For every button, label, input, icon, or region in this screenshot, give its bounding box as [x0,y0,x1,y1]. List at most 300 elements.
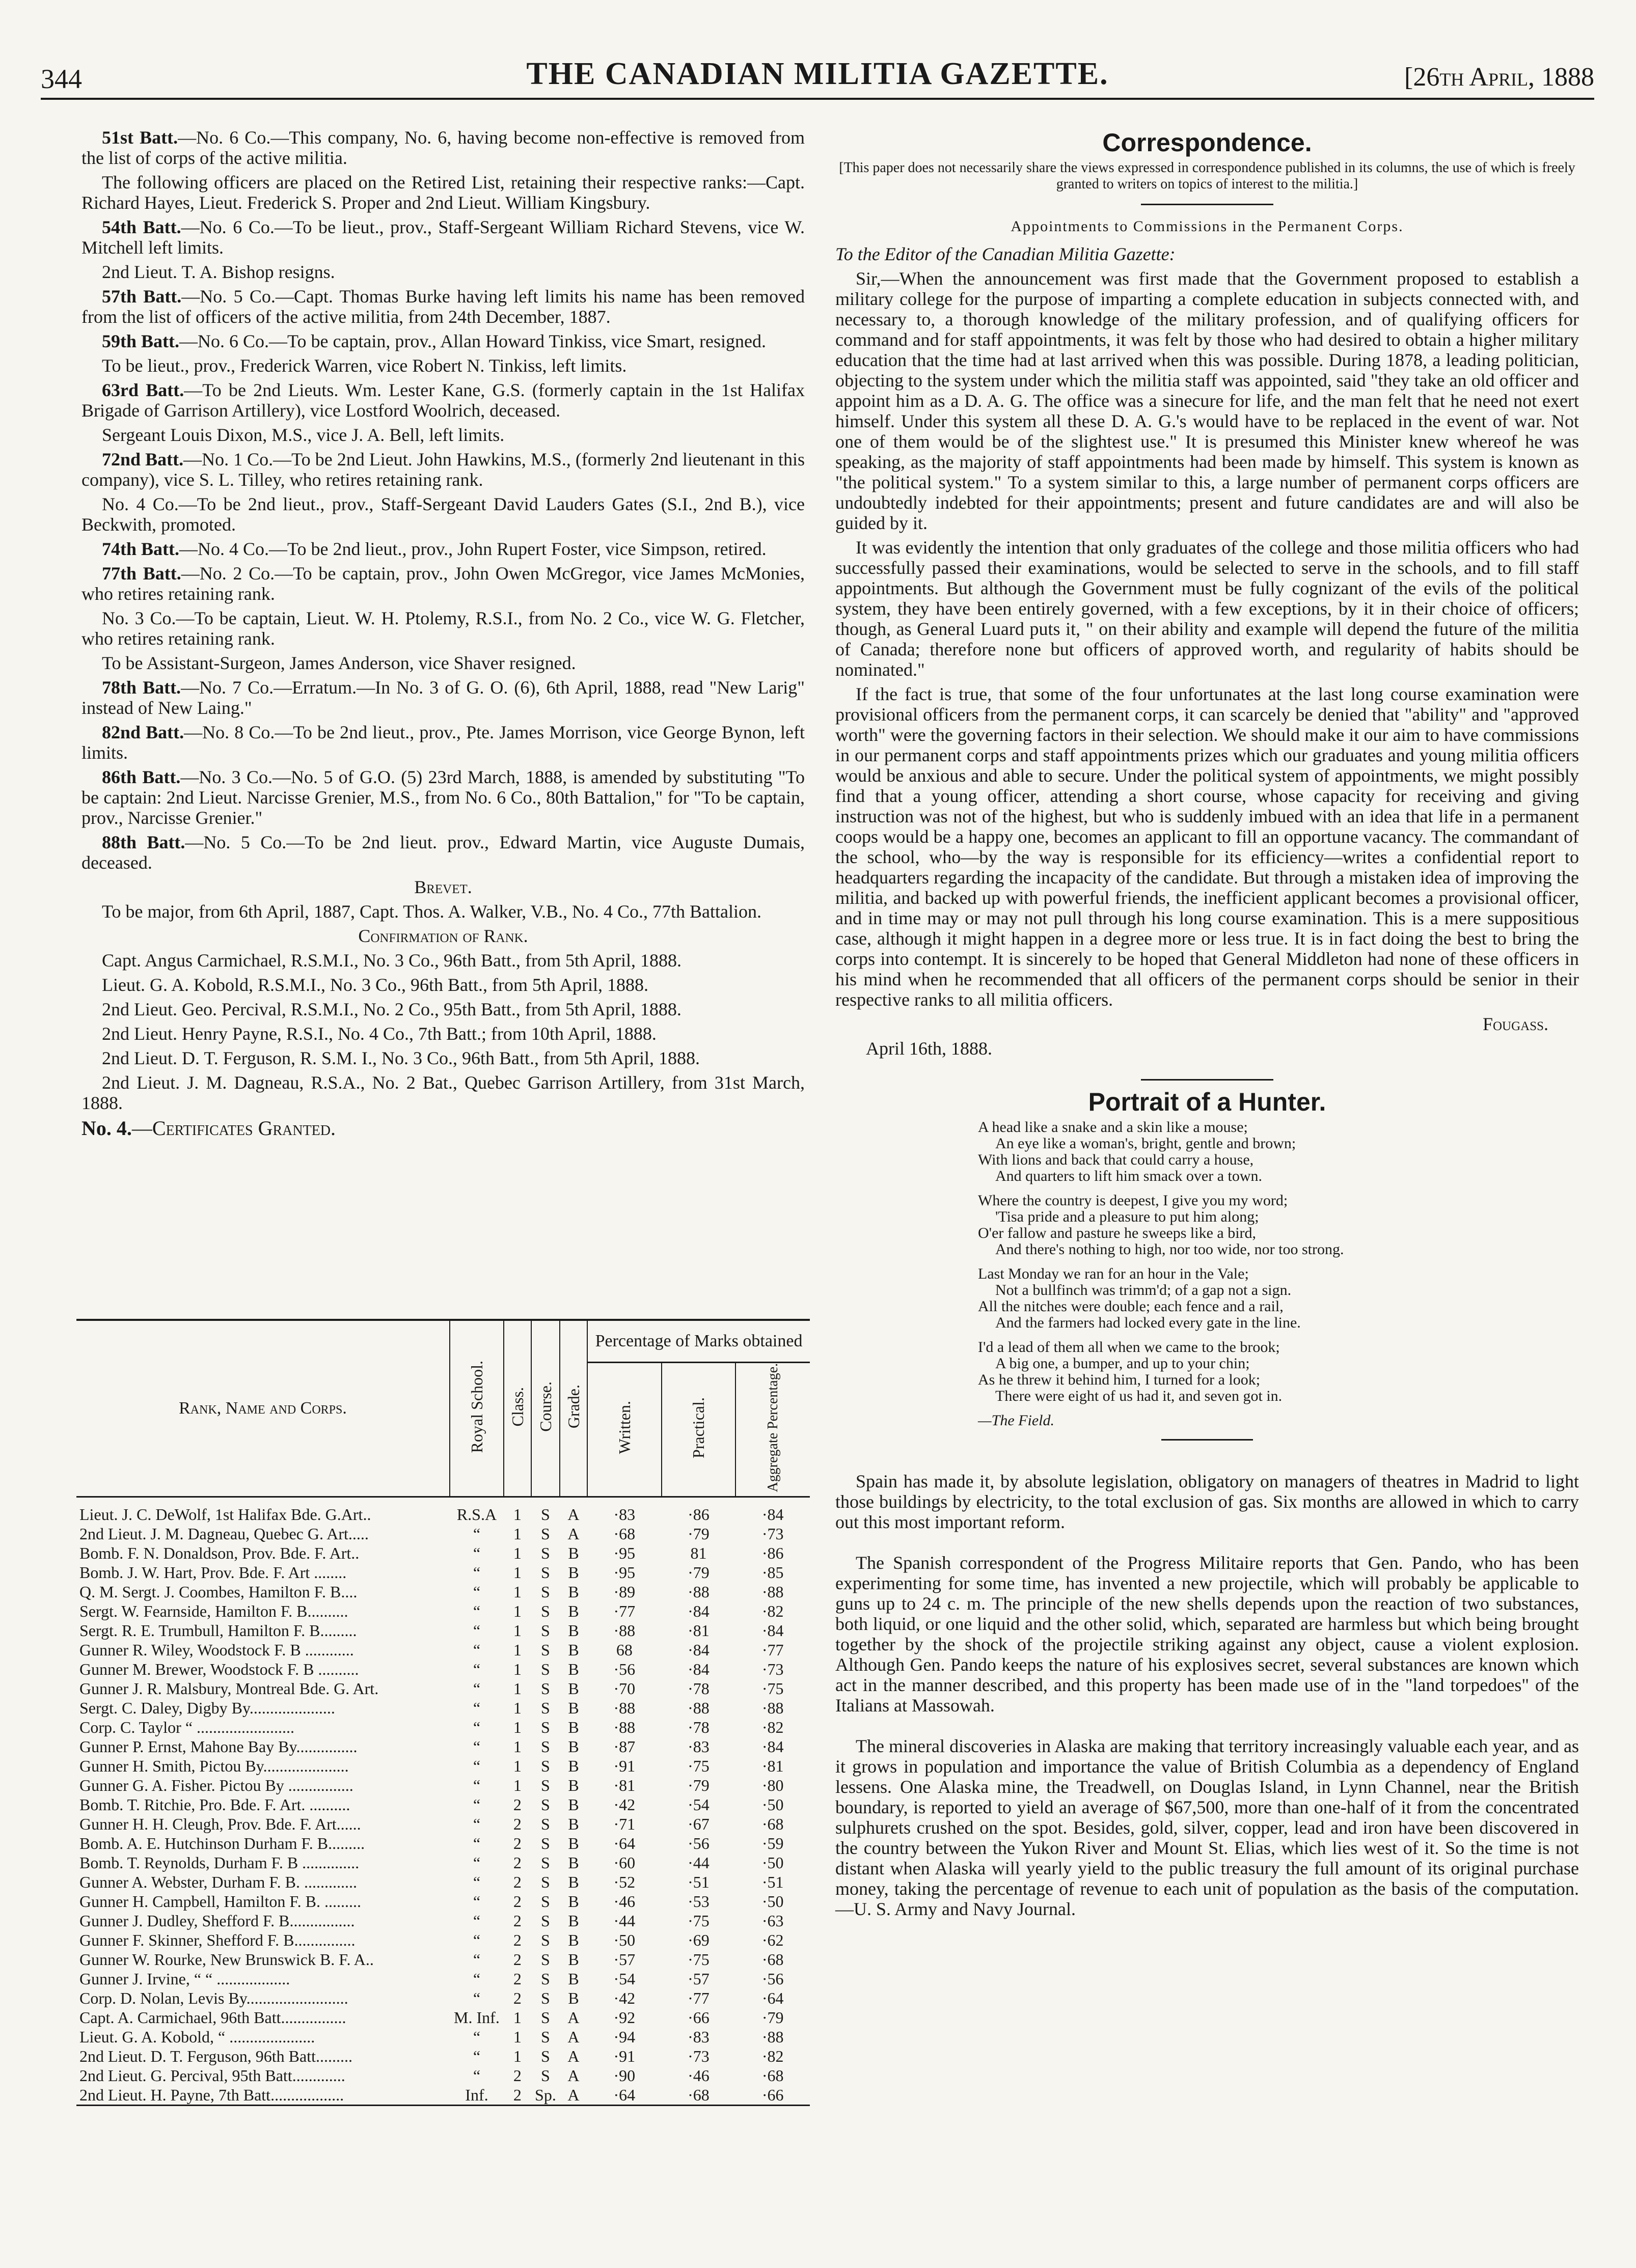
cell-value: “ [473,1544,481,1563]
right-column [835,127,1579,1940]
order-text: No. 4 Co.—To be 2nd lieut., prov., Staff-Sergeant David Lauders Gates (S.I., 2nd B.), vice Beckwith, promoted. [81,494,805,535]
cell-value: “ [473,1950,481,1969]
news-item: The Spanish correspondent of the Progress Militaire reports that Gen. Pando, who has been experimenting for some time, has invented a new projectile, which will probably be applicable to guns up to 24 c. m. The principle of the new shells depends upon the reaction of two substances, both liquid, or one liquid and the other solid, which, separated are harmless but which being brought together by the shock of the projectile striking against any object, cause a violent explosion. Although Gen. Pando keeps the nature of his explosives secret, several substances are known which act in the manner described, and this property has been made use of in the "land torpedoes" of the Italians at Massowah. [835,1553,1579,1716]
order-text: 2nd Lieut. T. A. Bishop resigns. [102,262,335,282]
cell-value: S [541,1583,550,1601]
poem-line: With lions and back that could carry a house, [978,1151,1254,1168]
cell-value: 2 [513,1815,522,1834]
cell-value: ·54 [613,1970,636,1988]
cell-value: ·73 [688,2047,710,2066]
cell-value: “ [473,1602,481,1621]
cell-value: ·81 [761,1757,784,1776]
cell-name: Gunner G. A. Fisher. Pictou By ................ [79,1776,353,1795]
cell-value: B [568,1873,579,1892]
cell-value: “ [473,1854,481,1872]
cell-value: 2 [513,1795,522,1814]
cell-value: M. Inf. [454,2008,500,2027]
cell-value: “ [473,1660,481,1679]
poem-title: Portrait of a Hunter. [1088,1088,1326,1116]
confirmation-item: 2nd Lieut. D. T. Ferguson, R. S.M. I., No. 3 Co., 96th Batt., from 5th April, 1888. [102,1048,700,1068]
cell-value: ·64 [613,2086,636,2105]
general-order-item [81,217,805,258]
cell-value: B [568,1757,579,1776]
poem-line: 'Tisa pride and a pleasure to put him along; [995,1208,1259,1225]
cell-value: ·88 [761,1699,784,1718]
cell-value: 1 [513,1621,522,1640]
general-order-item [81,608,805,649]
cell-value: S [541,1892,550,1911]
cell-value: 2 [513,2066,522,2085]
cell-value: ·77 [613,1602,636,1621]
cell-value: ·75 [688,1757,710,1776]
cell-value: “ [473,1621,481,1640]
cell-value: ·79 [688,1525,710,1543]
poem-line: As he threw it behind him, I turned for a look; [978,1371,1261,1388]
cell-value: “ [473,1757,481,1776]
general-order-item [81,172,805,213]
cell-value: B [568,1563,579,1582]
cell-value: ·64 [761,1989,784,2008]
cell-name: Gunner H. Campbell, Hamilton F. B. ......... [79,1892,361,1911]
confirmation-item: 2nd Lieut. Geo. Percival, R.S.M.I., No. 2 Co., 95th Batt., from 5th April, 1888. [102,999,681,1019]
cell-value: ·42 [613,1989,636,2008]
cell-value: S [541,1505,550,1524]
table-row [76,1853,810,1872]
poem-line: O'er fallow and pasture he sweeps like a bird, [978,1225,1257,1241]
cell-value: B [568,1776,579,1795]
cell-value: S [541,1776,550,1795]
cell-name: Bomb. A. E. Hutchinson Durham F. B......... [79,1834,365,1853]
table-row [76,1737,810,1756]
cell-value: ·68 [761,2066,784,2085]
confirmation-item: 2nd Lieut. Henry Payne, R.S.I., No. 4 Co., 7th Batt.; from 10th April, 1888. [102,1024,657,1044]
general-order-item [81,127,805,168]
cell-value: B [568,1699,579,1718]
cell-name: Bomb. F. N. Donaldson, Prov. Bde. F. Art.. [79,1544,360,1563]
cell-value: B [568,1679,579,1698]
poem-stanza [978,1339,1436,1404]
battalion-label: 51st Batt. [102,127,178,148]
letter-heading: Appointments to Commissions in the Permanent Corps. [1011,218,1404,235]
cell-value: ·63 [761,1912,784,1930]
letter-paragraph: Sir,—When the announcement was first made that the Government proposed to establish a military college for the purpose of imparting a complete education in subjects connected with, and necessary to, a thorough knowledge of the military profession, and of qualifying officers for command and for staff appointments, it was felt by those who had desired to obtain a higher military education that the time had at last arrived when this was possible. During 1878, a leading politician, objecting to the system under which the militia staff was appointed, said "they take an old officer and appoint him as a D. A. G. The office was a sinecure for life, and the man felt that he need not exert himself. Under this system all these D. A. G.'s would have to be replaced in the event of war. Not one of them would be of the slightest use." It is presumed this Minister knew whereof he was speaking, as the majority of staff appointments had been made by himself. This system is known as "the political system." To a system similar to this, a large number of permanent corps officers are undoubtedly indebted for their appointments; present and future candidates are and will also be guided by it. [835,268,1579,533]
cell-value: 2 [513,1873,522,1892]
cell-value: ·88 [688,1583,710,1601]
table-bottom-rule [76,2106,810,2109]
cell-value: ·51 [688,1873,710,1892]
cell-value: “ [473,1776,481,1795]
letter-body [835,268,1579,1010]
general-order-item [81,449,805,490]
confirmation-item: Capt. Angus Carmichael, R.S.M.I., No. 3 Co., 96th Batt., from 5th April, 1888. [102,950,681,971]
cell-name: Corp. C. Taylor “ ........................ [79,1718,295,1737]
cell-value: B [568,1621,579,1640]
table-row [76,1872,810,1892]
cell-name: Gunner J. Irvine, “ “ .................. [79,1970,290,1988]
cell-name: 2nd Lieut. D. T. Ferguson, 96th Batt......... [79,2047,352,2066]
cell-value: “ [473,1699,481,1718]
cell-value: 1 [513,1583,522,1601]
cell-value: ·52 [613,1873,636,1892]
cell-value: B [568,1795,579,1814]
cell-value: ·42 [613,1795,636,1814]
certificates-title: —Certificates Granted. [131,1117,336,1140]
cell-value: B [568,1931,579,1950]
cell-value: 2 [513,2086,522,2105]
poem-body [978,1119,1436,1404]
table-row [76,1795,810,1814]
table-row [76,1892,810,1911]
cell-value: S [541,2047,550,2066]
cell-value: ·56 [688,1834,710,1853]
cell-value: ·94 [613,2028,636,2046]
cell-value: ·88 [761,2028,784,2046]
cell-value: ·70 [613,1679,636,1698]
poem-stanza [978,1119,1436,1184]
confirmation-heading: Confirmation of Rank. [358,926,528,946]
cell-value: ·86 [761,1544,784,1563]
order-text: —No. 7 Co.—Erratum.—In No. 3 of G. O. (6), 6th April, 1888, read "New Larig" instead of New Laing." [81,677,805,718]
cell-value: “ [473,1912,481,1930]
battalion-label: 57th Batt. [102,286,182,307]
cell-value: ·57 [688,1970,710,1988]
col-header-course: Course. [531,1320,560,1497]
cell-value: ·59 [761,1834,784,1853]
col-header-written: Written. [587,1363,662,1497]
cell-value: B [568,1970,579,1988]
header-rule [41,98,1594,100]
cell-value: ·92 [613,2008,636,2027]
order-text: —No. 6 Co.—To be lieut., prov., Staff-Sergeant William Richard Stevens, vice W. Mitchell left limits. [81,217,805,258]
general-order-item [81,677,805,718]
cell-value: “ [473,1641,481,1659]
cell-value: ·62 [761,1931,784,1950]
cell-value: ·83 [613,1505,636,1524]
battalion-label: 72nd Batt. [102,449,184,469]
news-item: The mineral discoveries in Alaska are making that territory increasingly valuable each year, and as it grows in population and importance the value of British Columbia as a dependency of England lessens. One Alaska mine, the Treadwell, on Douglas Island, in Lynn Channel, near the British boundary, is reported to yield an average of $67,500, more than one-half of it from the concentrated sulphurets crushed on the spot. Besides, gold, silver, copper, lead and iron have been discovered in the country between the Yukon River and Mount St. Elias, which lies west of it. So the time is not distant when Alaska will yearly yield to the public treasury the full amount of its original purchase money, taking the percentage of revenue to each unit of population as the basis of the computation.—U. S. Army and Navy Journal. [835,1736,1579,1919]
cell-value: S [541,1815,550,1834]
issue-date: [26th April, 1888 [1404,63,1594,92]
order-text: The following officers are placed on the Retired List, retaining their respective ranks:—Capt. Richard Hayes, Lieut. Frederick S. Proper and 2nd Lieut. William Kingsbury. [81,172,805,213]
general-orders-list [81,127,805,873]
cell-value: S [541,1660,550,1679]
cell-value: 81 [690,1544,707,1563]
cell-value: ·68 [761,1815,784,1834]
cell-value: “ [473,2047,481,2066]
order-text: To be Assistant-Surgeon, James Anderson, vice Shaver resigned. [102,653,576,673]
cell-value: ·90 [613,2066,636,2085]
cell-value: 1 [513,2047,522,2066]
general-order-item [81,832,805,873]
cell-value: ·88 [613,1699,636,1718]
cell-value: 1 [513,1737,522,1756]
cell-value: B [568,1718,579,1737]
cell-value: ·80 [761,1776,784,1795]
letter-paragraph: It was evidently the intention that only graduates of the college and those militia officers who had successfully passed their examinations, would be selected to serve in the schools, and to fill staff appointments. But although the Government must be fully cognizant of the evils of the political system, they have been entirely governed, with a few exceptions, by it in their choice of officers; though, as General Luard puts it, " on their ability and example will depend the future of the militia of Canada; therefore none but officers of approved worth, and regularity of habits should be nominated." [835,537,1579,680]
cell-value: ·88 [613,1621,636,1640]
table-row [76,1930,810,1950]
cell-value: B [568,1660,579,1679]
cell-value: ·87 [613,1737,636,1756]
order-text: —No. 4 Co.—To be 2nd lieut., prov., John Rupert Foster, vice Simpson, retired. [179,539,767,559]
battalion-label: 59th Batt. [102,331,179,351]
poem-line: I'd a lead of them all when we came to the brook; [978,1339,1280,1356]
cell-value: B [568,1641,579,1659]
section-rule-2 [1141,1079,1273,1081]
order-text: —No. 1 Co.—To be 2nd Lieut. John Hawkins, M.S., (formerly 2nd lieutenant in this company), vice S. L. Tilley, who retires retaining rank. [81,449,805,490]
cell-name: Gunner H. H. Cleugh, Prov. Bde. F. Art...... [79,1815,361,1834]
cell-value: ·95 [613,1563,636,1582]
cell-value: ·53 [688,1892,710,1911]
cell-value: 2 [513,1834,522,1853]
cell-value: B [568,1544,579,1563]
table-row [76,1563,810,1582]
order-text: To be lieut., prov., Frederick Warren, vice Robert N. Tinkiss, left limits. [102,355,627,376]
cell-value: 2 [513,1950,522,1969]
cell-value: “ [473,1525,481,1543]
cell-value: B [568,1892,579,1911]
cell-value: ·84 [688,1641,710,1659]
cell-value: ·89 [613,1583,636,1601]
cell-value: ·75 [688,1950,710,1969]
table-row [76,1497,810,1525]
cell-value: ·68 [613,1525,636,1543]
cell-value: ·83 [688,2028,710,2046]
poem-line: All the nitches were double; each fence and a rail, [978,1298,1284,1315]
cell-value: “ [473,1834,481,1853]
general-order-item [81,539,805,559]
cell-value: ·73 [761,1660,784,1679]
cell-name: Sergt. W. Fearnside, Hamilton F. B.......... [79,1602,348,1621]
order-text: —No. 2 Co.—To be captain, prov., John Owen McGregor, vice James McMonies, who retires retaining rank. [81,563,805,604]
table-row [76,1718,810,1737]
table-row [76,1640,810,1659]
cell-value: Sp. [535,2086,556,2105]
battalion-label: 54th Batt. [102,217,181,237]
col-header-class: Class. [504,1320,531,1497]
battalion-label: 77th Batt. [102,563,181,584]
cell-value: ·73 [761,1525,784,1543]
cell-value: S [541,1931,550,1950]
cell-value: ·46 [613,1892,636,1911]
cell-value: S [541,1970,550,1988]
cell-value: B [568,1912,579,1930]
cell-value: ·81 [688,1621,710,1640]
cell-value: S [541,1699,550,1718]
cell-value: ·69 [688,1931,710,1950]
cell-value: 2 [513,1931,522,1950]
col-header-aggregate: Aggregate Percentage. [735,1363,810,1497]
cell-name: Gunner P. Ernst, Mahone Bay By............... [79,1737,358,1756]
correspondence-title: Correspondence. [1102,128,1312,157]
cell-value: ·51 [761,1873,784,1892]
col-header-practical: Practical. [662,1363,736,1497]
cell-value: B [568,1602,579,1621]
poem-source: —The Field. [978,1412,1054,1429]
cell-value: B [568,1989,579,2008]
cell-value: ·56 [761,1970,784,1988]
cell-value: ·78 [688,1718,710,1737]
cell-value: “ [473,1815,481,1834]
cell-name: 2nd Lieut. J. M. Dagneau, Quebec G. Art..... [79,1525,369,1543]
correspondence-disclaimer: [This paper does not necessarily share the views expressed in correspondence published in its columns, the use of which is freely granted to writers on topics of interest to the militia.] [839,160,1575,192]
cell-value: S [541,1854,550,1872]
cell-value: S [541,1757,550,1776]
cell-value: S [541,1621,550,1640]
poem-line: And the farmers had locked every gate in the line. [995,1314,1301,1331]
cell-value: 1 [513,1718,522,1737]
cell-value: A [567,2086,580,2105]
cell-value: ·50 [613,1931,636,1950]
cell-name: 2nd Lieut. H. Payne, 7th Batt.................. [79,2086,344,2105]
table-row [76,1601,810,1621]
cell-value: S [541,1912,550,1930]
section-rule [1141,204,1273,205]
cell-value: S [541,1795,550,1814]
table-row [76,2008,810,2027]
table-row [76,1756,810,1776]
page-header [41,56,1594,102]
letter-signature: Fougass. [1482,1014,1548,1034]
poem-line: Last Monday we ran for an hour in the Vale; [978,1265,1249,1282]
section-rule-3 [1161,1439,1253,1441]
cell-name: Gunner R. Wiley, Woodstock F. B ............ [79,1641,354,1659]
certificates-table [76,1319,810,2108]
poem-line: And there's nothing to high, nor too wide, nor too strong. [995,1241,1344,1258]
cell-value: “ [473,1679,481,1698]
table-row [76,1659,810,1679]
poem-stanza [978,1266,1436,1331]
cell-value: 1 [513,1505,522,1524]
poem-line: A big one, a bumper, and up to your chin; [995,1355,1250,1372]
letter-paragraph: If the fact is true, that some of the four unfortunates at the last long course examination were provisional officers from the permanent corps, it can scarcely be denied that "ability" and "approved worth" were the governing factors in their selection. We should make it our aim to have commissions in our permanent corps and staff appointments prizes which our graduates and young militia officers would be anxious and able to secure. Under the political system of appointments, we might possibly find that a young officer, attending a short course, whose capacity for receiving and giving instruction was not of the highest, but who is suddenly imbued with an idea that life in a permanent coops would be a happy one, becomes an applicant to fill an opportune vacancy. The commandant of the school, who—by the way is responsible for its efficiency—writes a confidential report to headquarters regarding the incapacity of the candidate. But through a mistaken idea of improving the militia, and backed up with powerful friends, the inefficient applicant becomes a provisional officer, and in time may or may not pull through his long course examination. This is a mere suppositious case, although it might happen in a degree more or less true. It is in fact doing the best to bring the corps into contempt. It is sincerely to be hoped that General Middleton had none of these officers in his mind when he recommended that all officers of the permanent corps should be senior in their respective ranks to all militia officers. [835,684,1579,1010]
table-row [76,1524,810,1543]
cell-value: ·71 [613,1815,636,1834]
table-row [76,1679,810,1698]
letter-salutation: To the Editor of the Canadian Militia Gazette: [835,244,1176,264]
cell-value: “ [473,2028,481,2046]
cell-value: ·68 [761,1950,784,1969]
general-order-item [81,286,805,327]
cell-value: ·84 [688,1660,710,1679]
cell-value: B [568,1854,579,1872]
table-row [76,2066,810,2085]
col-header-grade: Grade. [560,1320,587,1497]
cell-value: ·85 [761,1563,784,1582]
general-order-item [81,653,805,673]
cell-value: ·77 [761,1641,784,1659]
certificates-heading [81,1118,805,1139]
general-order-item [81,563,805,604]
cell-value: “ [473,1563,481,1582]
poem-line: There were eight of us had it, and seven got in. [995,1388,1283,1404]
cell-value: ·91 [613,2047,636,2066]
cell-name: Gunner M. Brewer, Woodstock F. B .......... [79,1660,359,1679]
cell-value: Inf. [465,2086,488,2105]
table-row [76,1814,810,1834]
cell-value: A [567,2008,580,2027]
poem-line: An eye like a woman's, bright, gentle and brown; [995,1135,1296,1152]
poem-stanza [978,1193,1436,1258]
cell-value: S [541,1718,550,1737]
cell-value: S [541,1873,550,1892]
cell-name: Gunner A. Webster, Durham F. B. ............. [79,1873,357,1892]
cell-value: ·84 [761,1737,784,1756]
general-order-item [81,355,805,376]
cell-value: ·91 [613,1757,636,1776]
cell-name: Gunner W. Rourke, New Brunswick B. F. A.. [79,1950,374,1969]
cell-name: Q. M. Sergt. J. Coombes, Hamilton F. B.... [79,1583,358,1601]
cell-value: A [567,1505,580,1524]
cell-value: 1 [513,1563,522,1582]
cell-value: ·50 [761,1892,784,1911]
cell-value: ·82 [761,1602,784,1621]
cell-value: ·75 [688,1912,710,1930]
battalion-label: 74th Batt. [102,539,179,559]
cell-name: Corp. D. Nolan, Levis By......................... [79,1989,348,2008]
poem-line: Not a bullfinch was trimm'd; of a gap not a sign. [995,1282,1292,1298]
cell-value: 1 [513,2008,522,2027]
poem-line: Where the country is deepest, I give you my word; [978,1192,1288,1209]
cell-value: S [541,1989,550,2008]
cell-value: “ [473,1737,481,1756]
cell-value: 2 [513,1970,522,1988]
col-header-name: Rank, Name and Corps. [76,1320,450,1497]
cell-value: S [541,1563,550,1582]
cell-value: ·78 [688,1679,710,1698]
newspaper-title: THE CANADIAN MILITIA GAZETTE. [526,57,1109,91]
general-order-item [81,722,805,763]
cell-value: ·79 [761,2008,784,2027]
order-text: —No. 6 Co.—To be captain, prov., Allan Howard Tinkiss, vice Smart, resigned. [179,331,767,351]
cell-value: ·95 [613,1544,636,1563]
order-text: —No. 8 Co.—To be 2nd lieut., prov., Pte. James Morrison, vice George Bynon, left limits. [81,722,805,763]
battalion-label: 63rd Batt. [102,380,184,400]
letter-date: April 16th, 1888. [866,1038,992,1059]
cell-value: “ [473,2066,481,2085]
poem-line: A head like a snake and a skin like a mouse; [978,1119,1248,1136]
cell-value: 2 [513,1989,522,2008]
table-row [76,1834,810,1853]
general-order-item [81,494,805,535]
cell-value: ·54 [688,1795,710,1814]
cell-value: “ [473,1583,481,1601]
cell-value: 2 [513,1854,522,1872]
cell-value: 2 [513,1892,522,1911]
battalion-label: 78th Batt. [102,677,181,698]
cell-value: ·50 [761,1854,784,1872]
cell-value: “ [473,1795,481,1814]
table-row [76,2046,810,2066]
cell-value: “ [473,1970,481,1988]
general-order-item [81,425,805,445]
cell-value: ·88 [688,1699,710,1718]
order-text: —To be 2nd Lieuts. Wm. Lester Kane, G.S. (formerly captain in the 1st Halifax Brigade of Garrison Artillery), vice Lostford Woolrich, deceased. [81,380,805,421]
cell-value: A [567,1525,580,1543]
cell-value: ·88 [613,1718,636,1737]
cell-value: 1 [513,1641,522,1659]
cell-value: R.S.A [456,1505,497,1524]
cell-value: S [541,1525,550,1543]
cell-value: ·44 [688,1854,710,1872]
order-text: —No. 5 Co.—To be 2nd lieut. prov., Edward Martin, vice Auguste Dumais, deceased. [81,832,805,873]
cell-value: 1 [513,1544,522,1563]
news-item: Spain has made it, by absolute legislation, obligatory on managers of theatres in Madrid to light those buildings by electricity, to the total exclusion of gas. Six months are allowed in which to carry out this most important reform. [835,1471,1579,1532]
cell-value: “ [473,1892,481,1911]
cell-value: S [541,1641,550,1659]
cell-value: “ [473,1718,481,1737]
cell-value: ·68 [688,2086,710,2105]
